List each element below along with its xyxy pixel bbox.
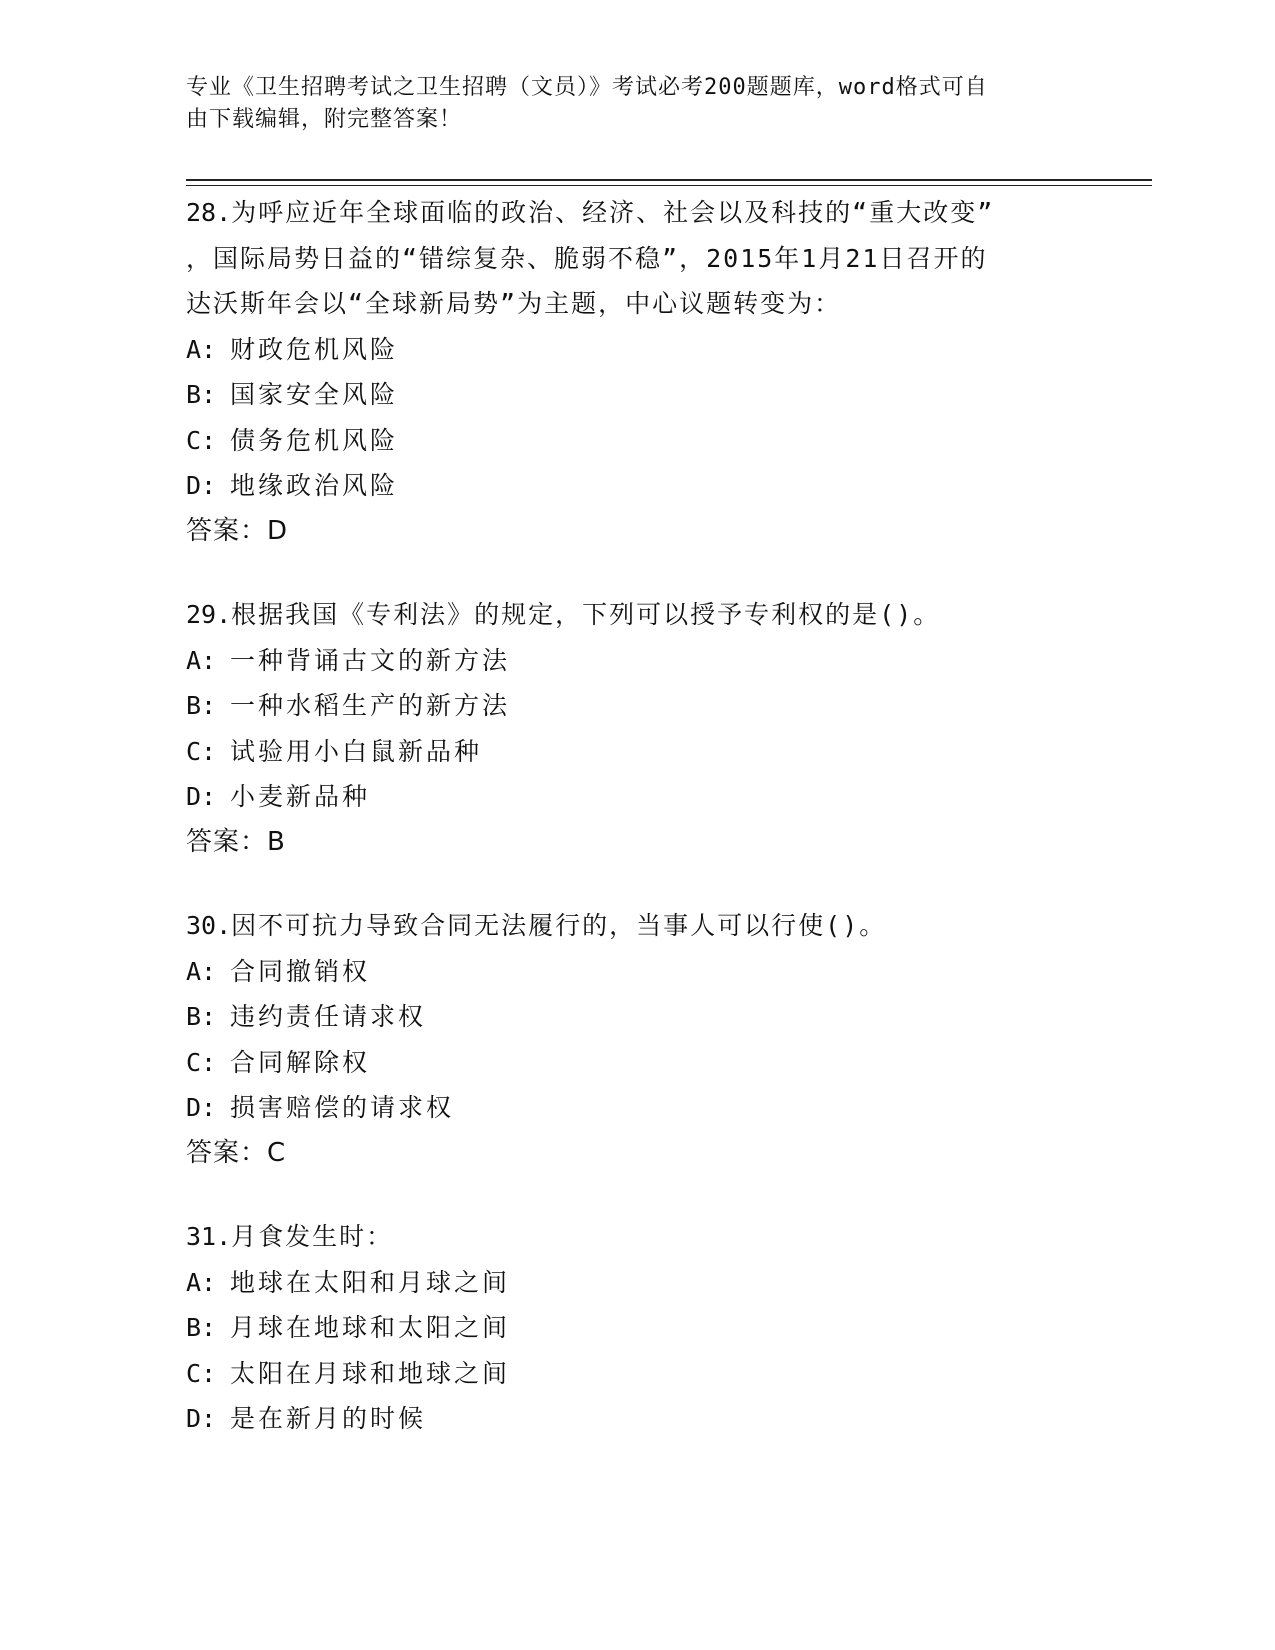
question-number: 28. [186,198,232,227]
option-letter: D: [186,1404,217,1433]
option-c [186,1040,1116,1086]
option-letter: D: [186,782,217,811]
question-28 [186,190,1116,554]
option-letter: C: [186,1047,217,1077]
document-header [186,72,1086,136]
question-31 [186,1214,1116,1442]
header-line-2: 由下载编辑，附完整答案！ [186,107,463,132]
question-stem [186,592,1116,638]
option-text: 一种背诵古文的新方法 [230,645,511,675]
option-letter: A: [186,1267,217,1297]
option-b [186,372,1116,418]
option-text: 地球在太阳和月球之间 [230,1267,511,1297]
option-b [186,1305,1116,1351]
option-letter: B: [186,691,217,720]
option-text: 违约责任请求权 [230,1002,427,1031]
option-d [186,1396,1116,1442]
header-divider-thin [186,185,1152,186]
option-text: 国家安全风险 [230,380,399,409]
option-d [186,463,1116,509]
question-30 [186,903,1116,1176]
option-text: 合同撤销权 [230,956,371,986]
option-text: 小麦新品种 [230,782,371,811]
option-letter: C: [186,1358,217,1388]
answer-line: 答案：B [186,826,286,857]
option-c [186,729,1116,775]
option-text: 是在新月的时候 [230,1404,427,1433]
option-text: 地缘政治风险 [230,471,399,500]
option-a [186,638,1116,684]
option-letter: B: [186,1313,217,1342]
question-list [186,190,1116,1480]
question-number: 31. [186,1222,232,1251]
option-letter: D: [186,471,217,500]
option-text: 损害赔偿的请求权 [230,1093,455,1122]
answer-line: 答案：C [186,1137,287,1168]
option-text: 月球在地球和太阳之间 [230,1313,511,1342]
option-text: 财政危机风险 [230,334,399,364]
option-letter: D: [186,1093,217,1122]
option-letter: A: [186,334,217,364]
question-stem-line: 达沃斯年会以“全球新局势”为主题，中心议题转变为： [186,289,842,318]
option-b [186,994,1116,1040]
question-stem [186,190,1116,236]
option-text: 太阳在月球和地球之间 [230,1358,511,1388]
option-letter: B: [186,380,217,409]
option-a [186,327,1116,373]
question-stem [186,903,1116,949]
header-line-1: 专业《卫生招聘考试之卫生招聘（文员）》考试必考200题题库，word格式可自 [186,75,988,100]
option-letter: A: [186,956,217,986]
question-stem [186,1214,1116,1260]
option-a [186,1260,1116,1306]
option-letter: C: [186,425,217,455]
option-a [186,949,1116,995]
question-stem-line: 根据我国《专利法》的规定，下列可以授予专利权的是()。 [231,600,941,629]
option-letter: C: [186,736,217,766]
question-stem-line: 因不可抗力导致合同无法履行的，当事人可以行使()。 [231,911,887,940]
question-29 [186,592,1116,865]
option-letter: B: [186,1002,217,1031]
option-b [186,683,1116,729]
question-stem-line: ，国际局势日益的“错综复杂、脆弱不稳”，2015年1月21日召开的 [186,243,988,273]
option-c [186,1351,1116,1397]
header-divider-thick [186,179,1152,181]
option-text: 一种水稻生产的新方法 [230,691,511,720]
answer-line: 答案：D [186,515,289,546]
option-text: 债务危机风险 [230,425,399,455]
question-number: 30. [186,911,232,940]
option-letter: A: [186,645,217,675]
option-d [186,1085,1116,1131]
question-stem-line: 月食发生时： [231,1222,394,1251]
option-text: 合同解除权 [230,1047,371,1077]
option-c [186,418,1116,464]
question-stem-line: 为呼应近年全球面临的政治、经济、社会以及科技的“重大改变” [231,198,995,227]
option-d [186,774,1116,820]
question-number: 29. [186,600,232,629]
option-text: 试验用小白鼠新品种 [230,736,483,766]
